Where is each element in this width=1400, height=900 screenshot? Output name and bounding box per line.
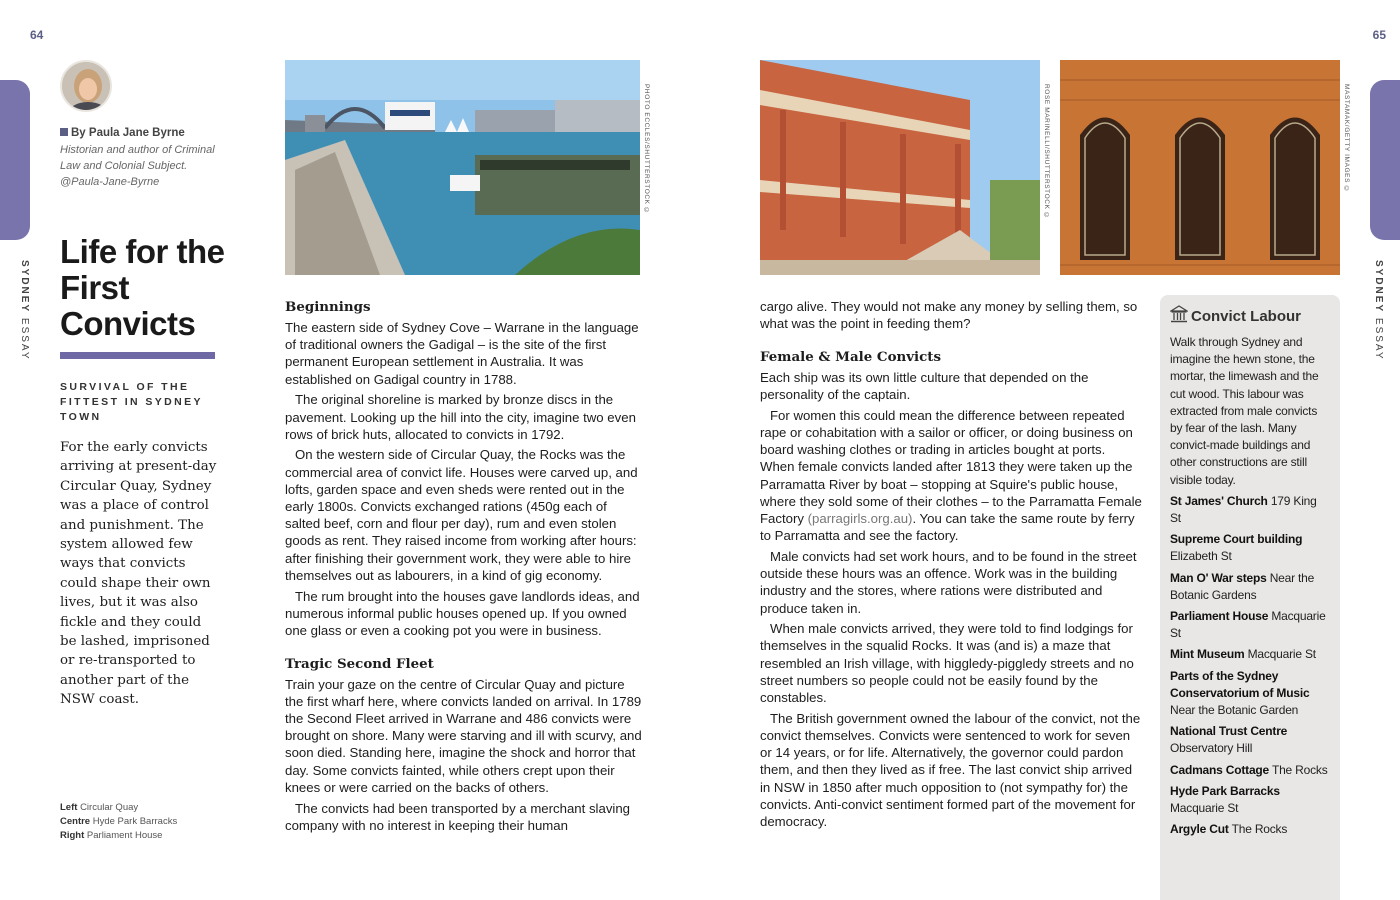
caption-right: Right Parliament House — [60, 830, 163, 841]
building-icon — [1170, 305, 1188, 328]
paragraph: Male convicts had set work hours, and to be found in the street outside these hours was an offence. Work was in the building industry and the stores, where rations were distributed and produce taken in. — [760, 548, 1137, 616]
photo-captions — [60, 801, 177, 843]
square-bullet-icon — [60, 128, 68, 136]
heading-tragic-second-fleet: Tragic Second Fleet — [285, 655, 434, 672]
article-intro: For the early convicts arriving at present-day Circular Quay, Sydney was a place of control and punishment. The system allowed few ways that convicts could shape their own lives, but it was also fickle and they could be lashed, imprisoned or re-transported to another part of the NSW coast. — [60, 440, 217, 708]
page-number-right: 65 — [1372, 28, 1386, 42]
author-name — [60, 127, 185, 139]
author-bio: Historian and author of Criminal Law and Colonial Subject. @Paula-Jane-Byrne — [60, 144, 215, 188]
body-column-1 — [285, 298, 645, 837]
paragraph: The rum brought into the houses gave landlords ideas, and numerous informal public houses opened up. If you owned one glass or even a cooking pot you were in business. — [285, 588, 640, 638]
photo-credit-2: ROSE MARINELLI/SHUTTERSTOCK © — [1043, 84, 1050, 220]
paragraph: Train your gaze on the centre of Circular Quay and picture the first wharf here, where convicts landed on arrival. In 1789 the Second Fleet arrived in Warrane and 486 convicts were brought on shore. Many were starving and ill with scurvy, and soon died. Standing here, imagine the shock and horror that day. Some convicts fainted, while others crept upon their knees or were carried on the backs of others. — [285, 676, 642, 795]
heading-female-male-convicts: Female & Male Convicts — [760, 348, 941, 365]
list-item: Cadmans Cottage The Rocks — [1170, 762, 1328, 777]
list-item: Parts of the Sydney Conservatorium of Music Near the Botanic Garden — [1170, 668, 1310, 718]
sidebar-convict-labour — [1160, 295, 1340, 900]
article-kicker: SURVIVAL OF THE FITTEST IN SYDNEY TOWN — [60, 381, 203, 423]
caption-left: Left Circular Quay — [60, 802, 139, 813]
list-item: Mint Museum Macquarie St — [1170, 647, 1316, 662]
title-rule — [60, 352, 215, 359]
list-item: National Trust Centre Observatory Hill — [1170, 724, 1288, 756]
paragraph: Each ship was its own little culture that depended on the personality of the captain. — [760, 369, 1089, 403]
sidebar-title: Convict Labour — [1191, 308, 1302, 325]
list-item: Argyle Cut The Rocks — [1170, 822, 1288, 837]
paragraph: On the western side of Circular Quay, the Rocks was the commercial area of convict life. Houses were carved up, and lofts, garden space and even sheds were rented out in the early 1800s. Convicts exchanged rations (450g each of salted beef, corn and flour per day), rum and even stolen goods as rent. They raised income from working after hours: after finishing their government work, they were able to hire themselves out as labourers, in a kind of gig economy. — [285, 447, 638, 583]
photo-credit-3: MASTAMAK/GETTY IMAGES © — [1343, 84, 1350, 194]
list-item: Supreme Court building Elizabeth St — [1170, 532, 1303, 564]
side-label-city: SYDNEY — [1373, 260, 1384, 314]
paragraph: The British government owned the labour of the convict, not the convict themselves. Convicts were sentenced to work for seven or 14 years, or for life. Alternatively, the governor could pardon them, and then they lived as if free. The last convict ship arrived in NSW in 1850 after much opposition to (not sympathy for) the convicts. Anti-convict sentiment formed part of the movement for democracy. — [760, 710, 1141, 829]
sidebar-intro: Walk through Sydney and imagine the hewn stone, the mortar, the limewash and the cut wood. This labour was extracted from male convicts by fear of the lash. Many convict-made buildings and other constructions are still visible today. — [1170, 335, 1319, 487]
list-item: St James' Church 179 King St — [1170, 493, 1317, 526]
page-number-left: 64 — [30, 28, 44, 42]
paragraph: The original shoreline is marked by bronze discs in the pavement. Looking up the hill into the city, imagine two even rows of brick huts, allocated to convicts in 1792. — [285, 392, 636, 442]
list-item: Hyde Park Barracks Macquarie St — [1170, 783, 1280, 816]
parragirls-link[interactable]: (parragirls.org.au) — [807, 511, 913, 527]
photo-credit-1: PHOTO ECCLES/SHUTTERSTOCK © — [643, 84, 650, 215]
author-avatar — [60, 60, 112, 112]
paragraph: For women this could mean the difference between repeated rape or cohabitation with a sailor or officer, or doing business on board washing clothes or trading in articles bought at ports. When female convicts landed after 1813 they were taken up the Parramatta River by boat – stopping at Squire's public house, where they sold some of their clothes – to the Parramatta Female Factory (parragirls.org.au). You can take the same route by ferry to Parramatta and see the factory. — [760, 407, 1142, 544]
side-tab-right — [1370, 80, 1400, 240]
photo-parliament-house — [1060, 60, 1340, 275]
paragraph: The eastern side of Sydney Cove – Warrane in the language of traditional owners the Gadigal – is the site of the first permanent European settlement in Australia. It was established on Gadigal country in 1788. — [285, 320, 639, 387]
sidebar-header — [1170, 305, 1330, 328]
author-name-text: By Paula Jane Byrne — [71, 127, 185, 139]
photo-hyde-park-barracks — [760, 60, 1040, 275]
article-title: Life for the First Convicts — [60, 233, 225, 342]
paragraph: The convicts had been transported by a merchant slaving company with no interest in keeping their human — [285, 800, 631, 833]
side-label-section: ESSAY — [19, 317, 30, 361]
side-tab-left — [0, 80, 30, 240]
paragraph: cargo alive. They would not make any money by selling them, so what was the point in feeding them? — [760, 299, 1138, 332]
heading-beginnings: Beginnings — [285, 299, 371, 315]
caption-centre: Centre Hyde Park Barracks — [60, 816, 178, 827]
side-label-section: ESSAY — [1373, 317, 1384, 361]
list-item: Man O' War steps Near the Botanic Gardens — [1170, 570, 1315, 602]
body-column-2 — [760, 298, 1142, 834]
photo-circular-quay — [285, 60, 640, 275]
side-label-left — [16, 260, 30, 361]
paragraph: When male convicts arrived, they were told to find lodgings for themselves in the squalid Rocks. It was (and is) a maze that resembled an Irish village, with higgledy-piggledy streets and no street numbers so people could not be easily found by the constables. — [760, 621, 1134, 706]
list-item: Parliament House Macquarie St — [1170, 609, 1326, 641]
side-label-city: SYDNEY — [19, 260, 30, 314]
side-label-right — [1370, 260, 1384, 361]
